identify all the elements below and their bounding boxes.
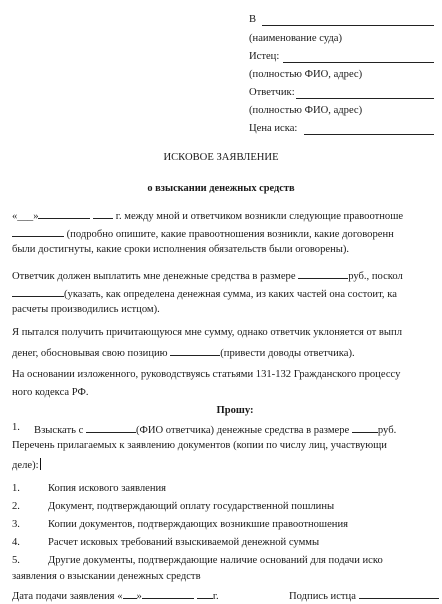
request-line1-end: руб. — [377, 425, 397, 436]
para2-line1: Ответчик должен выплатить мне денежные средства в размере — [12, 271, 296, 282]
price-label: Цена иска: — [249, 123, 298, 134]
plaintiff-input-line[interactable] — [283, 62, 434, 63]
court-hint: (наименование суда) — [249, 33, 343, 44]
footer-month-line[interactable] — [142, 588, 194, 599]
attachment-item: Копии документов, подтверждающих возникшие правоотношения — [48, 519, 349, 530]
attachment-item: Расчет исковых требований взыскиваемой денежной суммы — [48, 537, 320, 548]
request-heading: Прошу: — [216, 405, 254, 416]
defendant-label: Ответчик: — [249, 87, 295, 98]
attachment-item: Другие документы, подтверждающие наличие оснований для подачи иско — [48, 555, 383, 566]
para3-line2: денег, обосновывая свою позицию — [12, 348, 168, 359]
quote-close: » — [136, 591, 142, 602]
court-input-line[interactable] — [262, 25, 434, 26]
request-line1-mid: (ФИО ответчика) денежные средства в размере — [135, 425, 350, 436]
attachment-number: 4. — [12, 537, 20, 548]
para1-line1: г. между мной и ответчиком возникли следующие правоотноше — [115, 211, 404, 222]
defendant-input-line[interactable] — [296, 98, 434, 99]
attachment-item-continuation: заявления о взыскании денежных средств — [12, 571, 201, 582]
attachment-number: 3. — [12, 519, 20, 530]
para1-line3: были достигнуты, какие сроки исполнения обязательств были оговорены). — [12, 244, 350, 255]
document-subtitle: о взыскании денежных средств — [147, 183, 295, 194]
para1-line2: (подробно опишите, какие правоотношения возникли, какие договоренн — [66, 229, 394, 240]
request-line2: Перечень прилагаемых к заявлению документов (копии по числу лиц, участвующи — [12, 440, 387, 451]
date-placeholder: «___» — [12, 211, 39, 222]
attachment-number: 1. — [12, 483, 20, 494]
request-line3: деле): — [12, 460, 39, 471]
defendant-name-line[interactable] — [86, 422, 136, 433]
signature-label: Подпись истца — [289, 591, 356, 602]
footer-year-line[interactable] — [197, 588, 213, 599]
para2-line1-end: руб., поскол — [348, 271, 403, 282]
defendant-arguments-line[interactable] — [170, 345, 220, 356]
attachment-number: 5. — [12, 555, 20, 566]
year-suffix: г. — [212, 591, 219, 602]
date-label: Дата подачи заявления « — [12, 591, 123, 602]
attachment-number: 2. — [12, 501, 20, 512]
request-line1: Взыскать с — [34, 425, 84, 436]
attachment-item: Копия искового заявления — [48, 483, 167, 494]
para4-line2: ного кодекса РФ. — [12, 387, 89, 398]
plaintiff-label: Истец: — [249, 51, 280, 62]
para4-line1: На основании изложенного, руководствуясь статьями 131-132 Гражданского процессу — [12, 369, 401, 380]
para3-line2-end: (привести доводы ответчика). — [220, 348, 355, 359]
footer-day-line[interactable] — [123, 588, 137, 599]
document-title: ИСКОВОЕ ЗАЯВЛЕНИЕ — [163, 152, 279, 163]
plaintiff-hint: (полностью ФИО, адрес) — [249, 69, 363, 80]
price-input-line[interactable] — [304, 134, 434, 135]
para3-line1: Я пытался получить причитающуюся мне сумму, однако ответчик уклоняется от выпл — [12, 327, 402, 338]
amount-calc-input-line[interactable] — [12, 286, 64, 297]
amount-input-line[interactable] — [298, 268, 348, 279]
date-year-line[interactable] — [93, 208, 113, 219]
court-prefix: В — [249, 14, 257, 25]
request-amount-line[interactable] — [352, 422, 378, 433]
signature-line[interactable] — [359, 588, 439, 599]
attachment-item: Документ, подтверждающий оплату государственной пошлины — [48, 501, 335, 512]
para2-line2: (указать, как определена денежная сумма, из каких частей она состоит, ка — [64, 289, 397, 300]
para2-line3: расчеты производились истцом). — [12, 304, 160, 315]
defendant-hint: (полностью ФИО, адрес) — [249, 105, 363, 116]
relations-input-line[interactable] — [12, 226, 64, 237]
text-cursor — [40, 458, 41, 470]
date-month-line[interactable] — [38, 208, 90, 219]
request-number: 1. — [12, 422, 20, 433]
